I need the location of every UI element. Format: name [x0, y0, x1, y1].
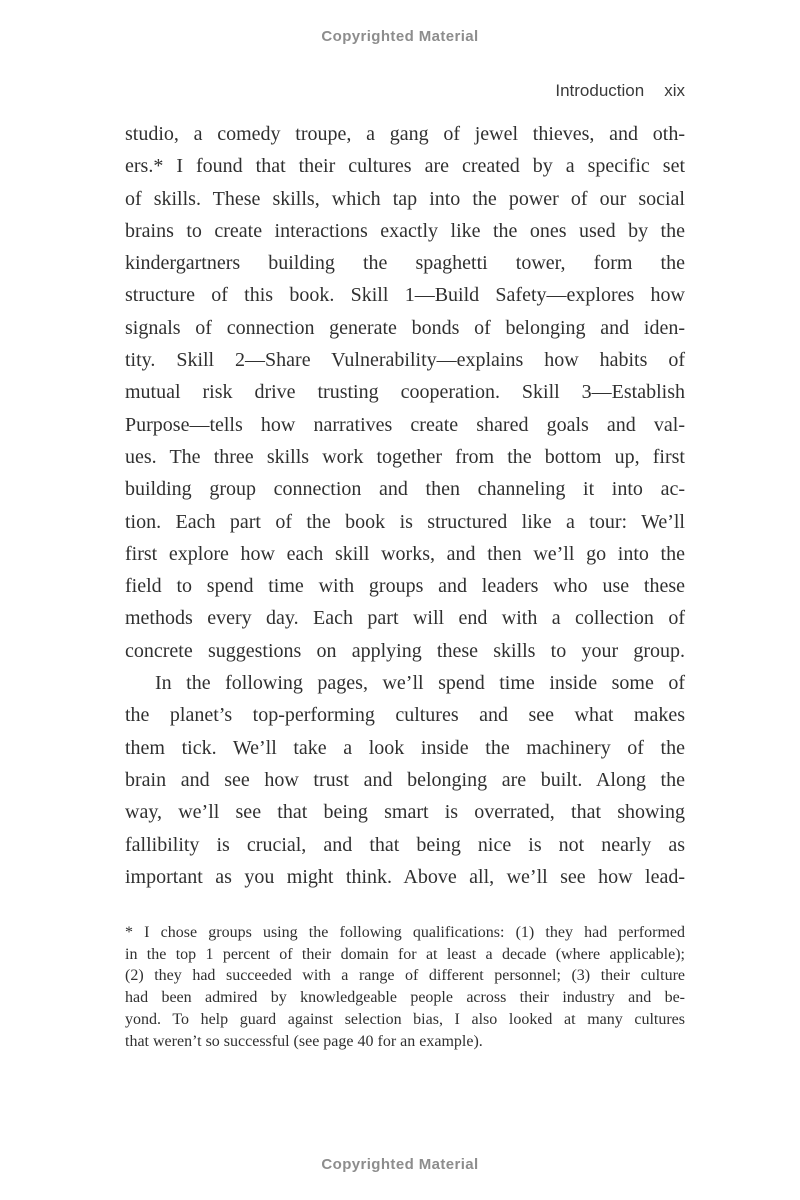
body-line: the planet’s top-performing cultures and see what makes	[125, 704, 685, 727]
body-line: tity. Skill 2—Share Vulnerability—explains how habits of	[125, 349, 685, 372]
body-line: important as you might think. Above all, we’ll see how lead-	[125, 865, 685, 888]
copyright-notice-bottom: Copyrighted Material	[321, 1156, 479, 1173]
body-line: structure of this book. Skill 1—Build Safety—explores how	[125, 284, 685, 307]
footnote-line: in the top 1 percent of their domain for at least a decade (where applicable);	[125, 945, 685, 963]
copyright-notice-top: Copyrighted Material	[321, 28, 479, 45]
running-header-chapter: Introduction	[555, 81, 645, 100]
body-line: tion. Each part of the book is structured like a tour: We’ll	[125, 510, 685, 533]
body-line: them tick. We’ll take a look inside the machinery of the	[125, 736, 685, 759]
body-line: ers.* I found that their cultures are created by a specific set	[125, 155, 685, 178]
body-line: kindergartners building the spaghetti tower, form the	[125, 252, 685, 275]
paragraph-2	[125, 667, 685, 893]
footnote	[125, 922, 685, 1052]
body-line: signals of connection generate bonds of belonging and iden-	[125, 316, 685, 339]
body-line: field to spend time with groups and leaders who use these	[125, 575, 685, 598]
body-line: methods every day. Each part will end with a collection of	[125, 607, 685, 630]
body-line: first explore how each skill works, and then we’ll go into the	[125, 542, 685, 565]
body-line: In the following pages, we’ll spend time inside some of	[155, 672, 685, 695]
body-line: of skills. These skills, which tap into the power of our social	[125, 187, 685, 210]
body-line: fallibility is crucial, and that being nice is not nearly as	[125, 833, 685, 856]
body-line: way, we’ll see that being smart is overrated, that showing	[125, 801, 685, 824]
body-line: Purpose—tells how narratives create shared goals and val-	[125, 413, 685, 436]
body-line: ues. The three skills work together from the bottom up, first	[125, 445, 685, 468]
body-text	[125, 118, 685, 893]
running-header	[555, 81, 685, 101]
paragraph-1	[125, 118, 685, 667]
footnote-line: (2) they had succeeded with a range of different personnel; (3) their culture	[125, 967, 685, 985]
page-number: xix	[664, 81, 685, 100]
body-line: brain and see how trust and belonging are built. Along the	[125, 768, 685, 791]
footnote-line: yond. To help guard against selection bias, I also looked at many cultures	[125, 1010, 685, 1028]
footnote-line: that weren’t so successful (see page 40 for an example).	[125, 1032, 483, 1050]
body-line: concrete suggestions on applying these skills to your group.	[125, 639, 685, 662]
body-line: mutual risk drive trusting cooperation. Skill 3—Establish	[125, 381, 685, 404]
body-line: building group connection and then channeling it into ac-	[125, 478, 685, 501]
footnote-line: * I chose groups using the following qualifications: (1) they had performed	[125, 924, 685, 941]
body-line: studio, a comedy troupe, a gang of jewel thieves, and oth-	[125, 123, 685, 145]
body-line: brains to create interactions exactly like the ones used by the	[125, 219, 685, 242]
footnote-line: had been admired by knowledgeable people across their industry and be-	[125, 989, 685, 1007]
